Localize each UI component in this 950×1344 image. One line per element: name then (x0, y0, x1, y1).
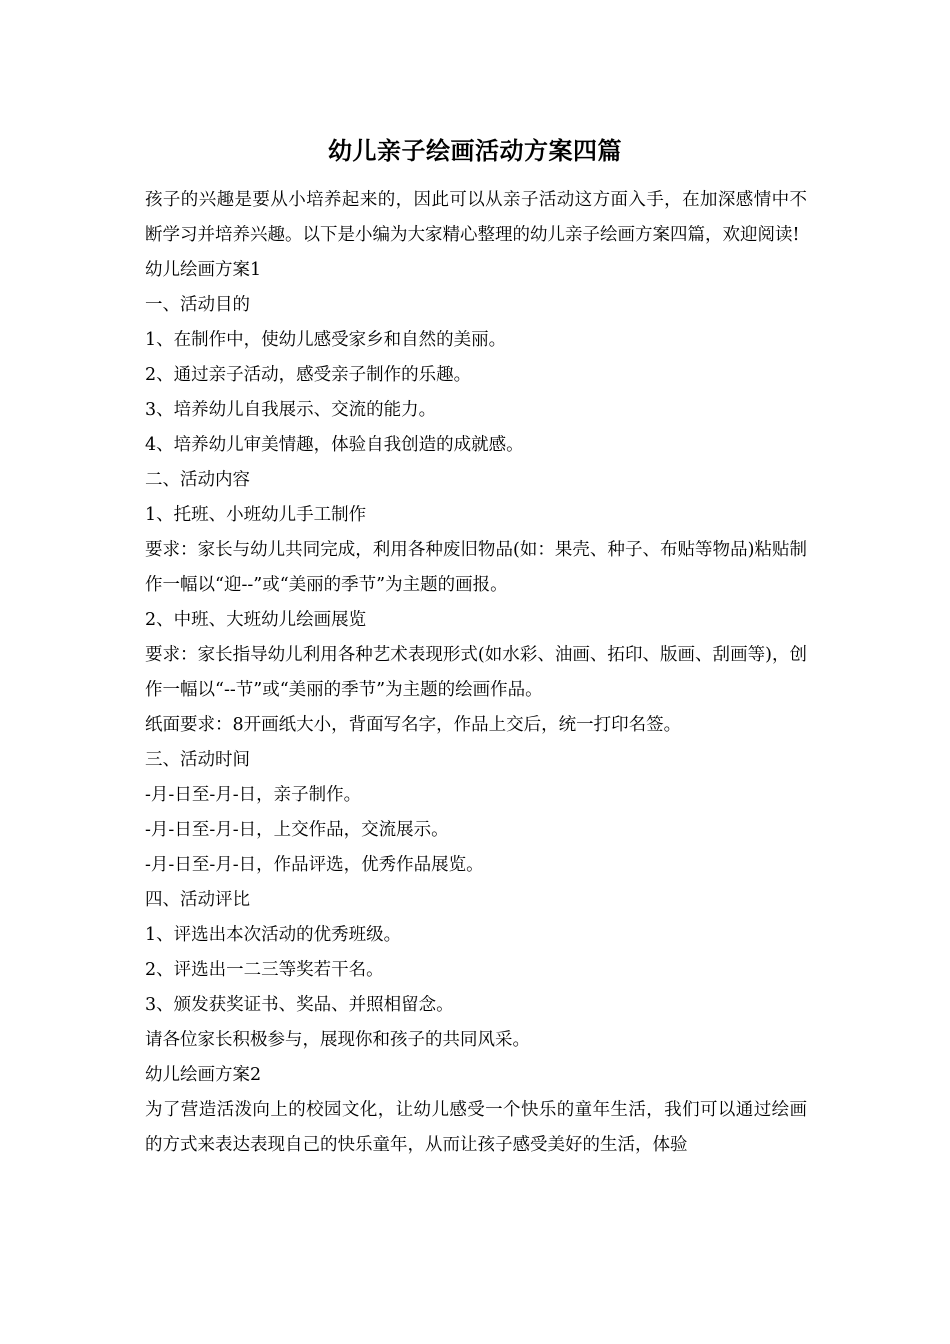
time-item-1: -月-日至-月-日，亲子制作。 (145, 785, 362, 805)
content-item-1-requirement: 要求：家长与幼儿共同完成，利用各种废旧物品(如：果壳、种子、布贴等物品)粘贴制作一幅以“迎--”或“美丽的季节”为主题的画报。 (145, 540, 807, 595)
purpose-item-2: 2、通过亲子活动，感受亲子制作的乐趣。 (145, 365, 472, 385)
section-heading-evaluation: 四、活动评比 (145, 890, 250, 910)
section-heading-purpose: 一、活动目的 (145, 295, 250, 315)
content-item-1: 1、托班、小班幼儿手工制作 (145, 505, 367, 525)
purpose-item-3: 3、培养幼儿自我展示、交流的能力。 (145, 400, 437, 420)
document-title: 幼儿亲子绘画活动方案四篇 (328, 136, 622, 165)
document-body (145, 183, 807, 1163)
evaluation-item-2: 2、评选出一二三等奖若干名。 (145, 960, 384, 980)
section-heading-content: 二、活动内容 (145, 470, 250, 490)
time-item-2: -月-日至-月-日，上交作品，交流展示。 (145, 820, 449, 840)
paper-requirement: 纸面要求：8开画纸大小，背面写名字，作品上交后，统一打印名签。 (145, 715, 682, 735)
evaluation-item-3: 3、颁发获奖证书、奖品、并照相留念。 (145, 995, 454, 1015)
closing-paragraph: 请各位家长积极参与，展现你和孩子的共同风采。 (145, 1030, 530, 1050)
time-item-3: -月-日至-月-日，作品评选，优秀作品展览。 (145, 855, 484, 875)
content-item-2-requirement: 要求：家长指导幼儿利用各种艺术表现形式(如水彩、油画、拓印、版画、刮画等)，创作一幅以“--节”或“美丽的季节”为主题的绘画作品。 (145, 645, 807, 700)
content-item-2: 2、中班、大班幼儿绘画展览 (145, 610, 367, 630)
plan-2-heading: 幼儿绘画方案2 (145, 1065, 262, 1085)
intro-paragraph: 孩子的兴趣是要从小培养起来的，因此可以从亲子活动这方面入手，在加深感情中不断学习并培养兴趣。以下是小编为大家精心整理的幼儿亲子绘画方案四篇，欢迎阅读! (145, 190, 807, 245)
section-heading-time: 三、活动时间 (145, 750, 250, 770)
evaluation-item-1: 1、评选出本次活动的优秀班级。 (145, 925, 402, 945)
plan-2-intro: 为了营造活泼向上的校园文化，让幼儿感受一个快乐的童年生活，我们可以通过绘画的方式来表达表现自己的快乐童年，从而让孩子感受美好的生活，体验 (145, 1100, 807, 1155)
purpose-item-4: 4、培养幼儿审美情趣，体验自我创造的成就感。 (145, 435, 524, 455)
purpose-item-1: 1、在制作中，使幼儿感受家乡和自然的美丽。 (145, 330, 507, 350)
plan-1-heading: 幼儿绘画方案1 (145, 260, 262, 280)
